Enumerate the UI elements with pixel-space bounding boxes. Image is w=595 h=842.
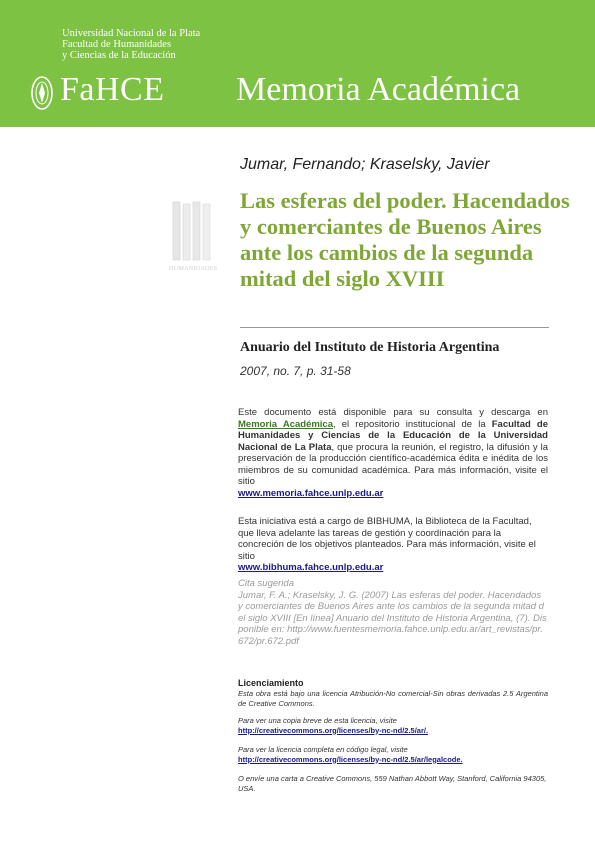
initiative-paragraph bbox=[238, 516, 548, 574]
document-title: Las esferas del poder. Hacendados y comerciantes de Buenos Aires ante los cambios de la segunda mitad del siglo XVIII bbox=[240, 188, 570, 291]
initiative-text: Esta iniciativa está a cargo de BIBHUMA, la Biblioteca de la Facultad, que lleva adelante las tareas de gestión y coordinación para la concreción de los objetivos planteados. Para más información, visite el sitio bbox=[238, 516, 536, 562]
license-legal-link[interactable]: http://creativecommons.org/licenses/by-nc-nd/2.5/ar/legalcode. bbox=[238, 754, 463, 764]
license-brief-block bbox=[238, 716, 548, 735]
authors: Jumar, Fernando; Kraselsky, Javier bbox=[240, 156, 490, 173]
faculty-name-line1: Facultad de Humanidades bbox=[62, 39, 172, 50]
books-icon-caption: HUMANIDADES bbox=[168, 265, 218, 272]
availability-text-3: , que procura la reunión, el registro, la difusión y la preservación de la producción científico-académica édita e inédita de los miembros de su comunidad académica. Para más información, visite el sitio bbox=[238, 441, 548, 487]
citation-text: Jumar, F. A.; Kraselsky, J. G. (2007) Las esferas del poder. Hacendados y comerciantes de Buenos Aires ante los cambios de la segunda mitad del siglo XVIII [En línea] Anuario del Instituto de Historia Argentina, (7). Disponible en: http://www.fuentesmemoria.fahce.unlp.edu.ar/art_revistas/pr.672/pr.672.pdf bbox=[238, 589, 547, 647]
license-brief-link[interactable]: http://creativecommons.org/licenses/by-nc-nd/2.5/ar/. bbox=[238, 725, 429, 735]
repository-title[interactable]: Memoria Académica bbox=[236, 71, 521, 108]
journal-name: Anuario del Instituto de Historia Argentina bbox=[240, 340, 500, 355]
university-name: Universidad Nacional de la Plata bbox=[62, 28, 201, 39]
license-legal-block bbox=[238, 745, 548, 764]
license-brief-label: Para ver una copia breve de esta licencia, visite bbox=[238, 716, 397, 725]
university-block bbox=[62, 28, 200, 61]
repository-header bbox=[0, 0, 595, 127]
suggested-citation bbox=[238, 578, 548, 647]
license-mail-text: O envíe una carta a Creative Commons, 559 Nathan Abbott Way, Stanford, California 94305, USA. bbox=[238, 774, 547, 793]
faculty-name-line2: y Ciencias de la Educación bbox=[62, 50, 176, 61]
availability-paragraph bbox=[238, 407, 548, 499]
license-text: Esta obra está bajo una licencia Atribución-No comercial-Sin obras derivadas 2.5 Argentina de Creative Commons. bbox=[238, 689, 548, 708]
availability-text-1: Este documento está disponible para su consulta y descarga en bbox=[238, 407, 548, 418]
citation-label: Cita sugerida bbox=[238, 578, 294, 589]
books-icon bbox=[165, 198, 221, 278]
divider bbox=[240, 327, 549, 328]
memoria-academica-link[interactable]: Memoria Académica bbox=[238, 418, 334, 430]
bibhuma-site-link[interactable]: www.bibhuma.fahce.unlp.edu.ar bbox=[238, 562, 384, 573]
license-legal-label: Para ver la licencia completa en código legal, visite bbox=[238, 745, 408, 754]
availability-text-2: , el repositorio institucional de la bbox=[333, 418, 486, 430]
faculty-logo-text: FaHCE bbox=[60, 71, 165, 108]
memoria-site-link[interactable]: www.memoria.fahce.unlp.edu.ar bbox=[238, 487, 384, 499]
university-seal-icon bbox=[30, 74, 54, 112]
institution-name: Facultad de Humanidades y Ciencias de la Educación de la Universidad Nacional de La Plata bbox=[238, 418, 549, 453]
issue-info: 2007, no. 7, p. 31-58 bbox=[240, 364, 351, 378]
license-heading: Licenciamiento bbox=[238, 678, 304, 688]
